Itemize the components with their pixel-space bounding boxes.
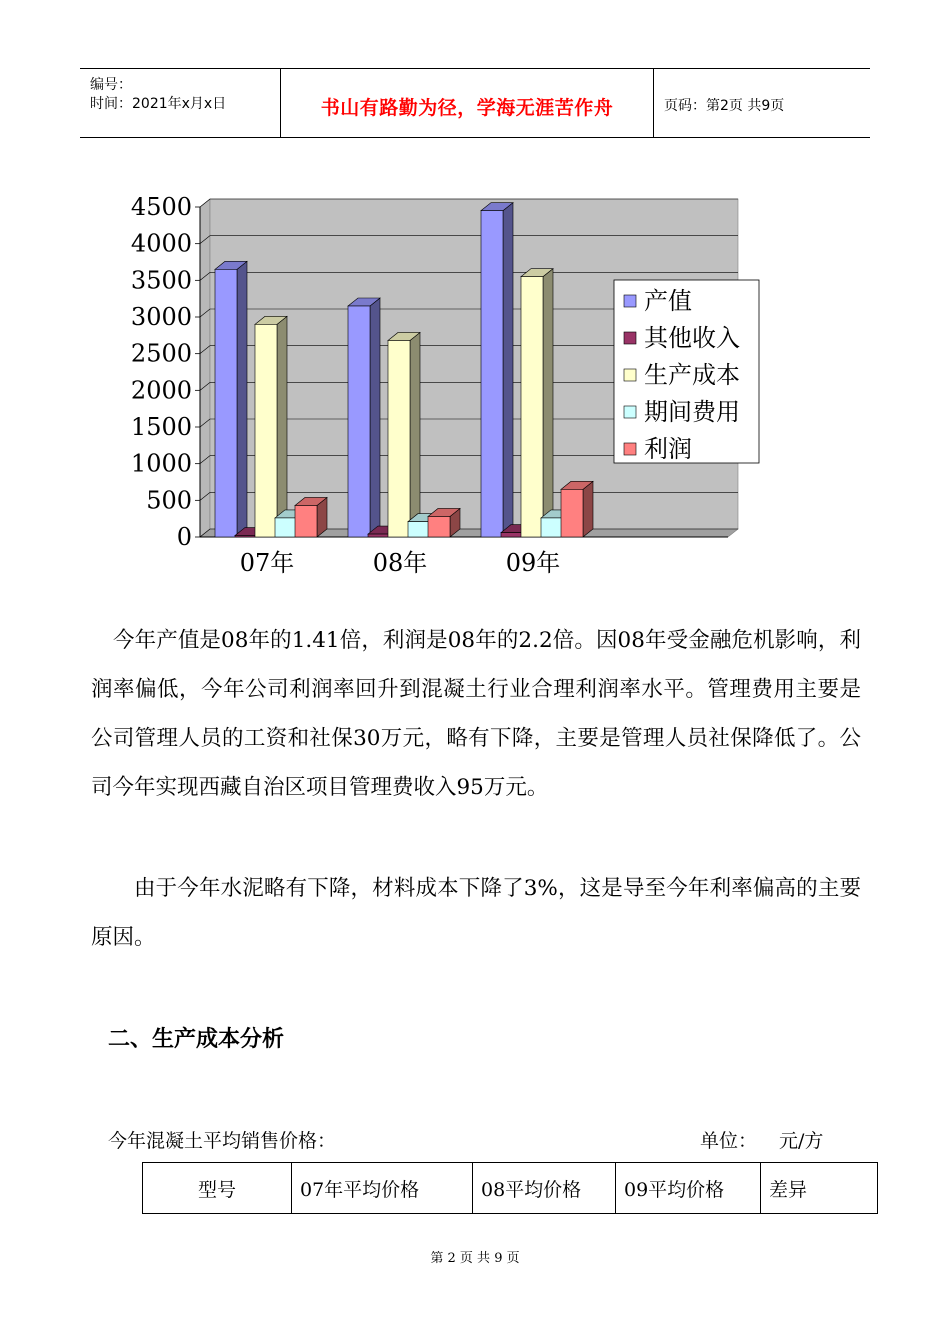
bar — [428, 516, 450, 537]
bar — [388, 340, 410, 537]
bar — [348, 306, 370, 537]
y-tick-label: 0 — [176, 523, 192, 551]
paragraph-output-analysis: 今年产值是08年的1.41倍，利润是08年的2.2倍。因08年受金融危机影响，利润率偏低，今年公司利润率回升到混凝土行业合理利润率水平。管理费用主要是公司管理人员的工资和社保30万元，略有下降，主要是管理人员社保降低了。公司今年实现西藏自治区项目管理费收入95万元。 — [91, 628, 861, 800]
legend-label: 利润 — [644, 435, 692, 463]
y-tick-label: 2500 — [130, 339, 192, 368]
bar — [408, 522, 430, 537]
legend-swatch — [624, 406, 636, 418]
header-cell-model: 型号 — [143, 1163, 292, 1214]
y-tick-label: 4500 — [130, 193, 192, 221]
chart-side-wall — [200, 199, 210, 537]
bar-side — [583, 481, 593, 537]
page-footer: 第 2 页 共 9 页 — [430, 1251, 520, 1266]
header-page-info: 页码：第2页 共9页 — [664, 98, 785, 114]
bar — [255, 324, 277, 537]
section-title: 二、生产成本分析 — [108, 1027, 285, 1052]
header-motto: 书山有路勤为径，学海无涯苦作舟 — [320, 97, 614, 119]
bar — [541, 518, 563, 537]
legend-label: 其他收入 — [644, 324, 740, 352]
legend-swatch — [624, 332, 636, 344]
bar — [561, 489, 583, 537]
y-tick-label: 4000 — [130, 229, 192, 258]
bar-side — [503, 203, 513, 537]
document-number: 编号： — [90, 77, 132, 93]
header-cell-difference: 差异 — [761, 1163, 878, 1214]
bar-side — [543, 269, 553, 537]
legend-label: 期间费用 — [644, 398, 740, 426]
bar-side — [370, 298, 380, 537]
x-tick-label: 08年 — [372, 549, 428, 577]
y-tick-label: 3000 — [130, 303, 192, 331]
header-cell-07-price: 07年平均价格 — [292, 1163, 473, 1214]
bar — [481, 211, 503, 537]
y-tick-label: 1500 — [130, 413, 192, 441]
bar-chart — [120, 190, 780, 590]
price-table — [142, 1162, 878, 1214]
x-tick-label: 07年 — [239, 549, 295, 577]
x-tick-label: 09年 — [505, 549, 561, 577]
y-tick-label: 3500 — [130, 266, 192, 295]
legend-label: 生产成本 — [644, 361, 740, 389]
table-caption: 今年混凝土平均销售价格： — [108, 1130, 337, 1152]
table-header-row — [143, 1163, 878, 1214]
bar — [235, 536, 257, 537]
bar — [295, 505, 317, 537]
bar — [501, 533, 523, 537]
bar — [275, 518, 297, 537]
legend-swatch — [624, 295, 636, 307]
header-page-cell — [654, 69, 870, 137]
header-cell-09-price: 09平均价格 — [616, 1163, 761, 1214]
y-tick-label: 2000 — [130, 376, 192, 405]
unit-label: 单位： — [700, 1130, 758, 1152]
unit-value: 元/方 — [779, 1130, 824, 1152]
paragraph-cost-reason: 由于今年水泥略有下降，材料成本下降了3%，这是导至今年利率偏高的主要原因。 — [91, 876, 861, 950]
header-meta — [80, 69, 281, 137]
header-motto-cell — [281, 69, 654, 137]
header-cell-08-price: 08平均价格 — [473, 1163, 616, 1214]
y-tick-label: 500 — [146, 486, 192, 515]
legend-swatch — [624, 443, 636, 455]
bar — [368, 534, 390, 537]
bar — [521, 277, 543, 537]
page-header — [80, 68, 870, 138]
bar-side — [277, 316, 287, 537]
document-time: 时间：2021年x月x日 — [90, 96, 227, 112]
bar-side — [410, 332, 420, 537]
bar — [215, 269, 237, 537]
legend-swatch — [624, 369, 636, 381]
legend-label: 产值 — [644, 287, 692, 315]
unit-label-group — [700, 1126, 823, 1153]
y-tick-label: 1000 — [130, 449, 192, 478]
bar-side — [237, 261, 247, 537]
